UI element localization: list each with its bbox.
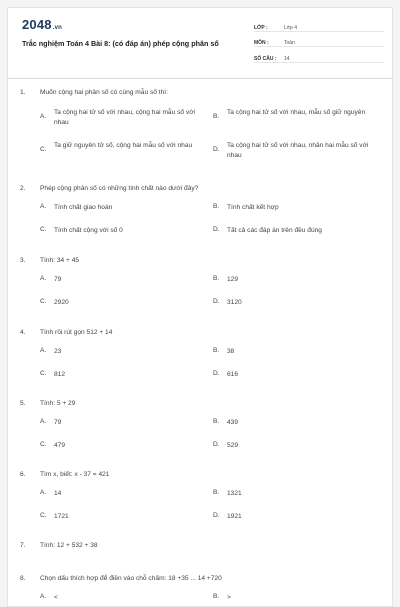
question-item xyxy=(8,397,393,449)
option-letter: A. xyxy=(40,275,47,282)
answer-option-a[interactable] xyxy=(40,418,61,428)
meta-row-count xyxy=(254,49,384,63)
question-text xyxy=(8,86,393,99)
question-body: Tính: 34 + 45 xyxy=(40,257,80,264)
question-text xyxy=(8,468,393,481)
option-letter: B. xyxy=(213,418,220,425)
question-text xyxy=(8,572,393,585)
page-header xyxy=(8,8,392,79)
meta-label: LỚP : xyxy=(254,24,268,31)
meta-value: Lớp 4 xyxy=(284,24,298,31)
question-number: 6. xyxy=(20,471,26,478)
option-text: 479 xyxy=(54,442,66,449)
option-text: Tính chất cộng với số 0 xyxy=(54,227,123,234)
question-item xyxy=(8,572,393,601)
option-letter: D. xyxy=(213,441,220,448)
option-text: 23 xyxy=(54,348,62,355)
answer-option-d[interactable] xyxy=(213,441,238,451)
option-letter: A. xyxy=(40,203,47,210)
option-text: 38 xyxy=(227,348,235,355)
option-letter: D. xyxy=(213,298,220,305)
option-letter: A. xyxy=(40,489,47,496)
answer-option-d[interactable] xyxy=(213,512,242,522)
option-text: Ta cộng hai tử số với nhau, cộng hai mẫu số với nhau xyxy=(54,109,195,126)
option-letter: D. xyxy=(213,370,220,377)
option-text: 1921 xyxy=(227,513,242,520)
question-number: 3. xyxy=(20,257,26,264)
option-text: 812 xyxy=(54,371,66,378)
answer-option-b[interactable] xyxy=(213,489,242,499)
question-body: Tính: 5 + 29 xyxy=(40,400,76,407)
option-letter: A. xyxy=(40,418,47,425)
option-text: 529 xyxy=(227,442,239,449)
option-text: 1321 xyxy=(227,490,242,497)
option-text: 79 xyxy=(54,419,62,426)
page-title: Trắc nghiệm Toán 4 Bài 8: (có đáp án) phép cộng phân số xyxy=(22,39,219,48)
question-text xyxy=(8,326,393,339)
option-text: 3120 xyxy=(227,299,242,306)
answer-option-d[interactable] xyxy=(213,370,238,380)
option-text: Ta giữ nguyên tử số, cộng hai mẫu số với nhau xyxy=(54,142,193,149)
question-item xyxy=(8,254,393,306)
quiz-meta xyxy=(254,18,384,65)
option-text: 2920 xyxy=(54,299,69,306)
question-text xyxy=(8,182,393,195)
answer-option-b[interactable] xyxy=(213,203,279,213)
question-item xyxy=(8,86,393,159)
option-letter: C. xyxy=(40,441,47,448)
option-letter: D. xyxy=(213,146,220,153)
meta-label: MÔN : xyxy=(254,40,269,46)
question-item xyxy=(8,468,393,520)
question-body: Muốn cộng hai phân số có cùng mẫu số thì: xyxy=(40,89,168,96)
meta-label: SỐ CÂU : xyxy=(254,55,277,62)
option-text: 79 xyxy=(54,276,62,283)
option-letter: B. xyxy=(213,113,220,120)
answer-option-a[interactable] xyxy=(40,489,61,499)
question-body: Chọn dấu thích hợp để điền vào chỗ chấm: 18 +35 ... 14 +720 xyxy=(40,575,222,582)
option-letter: A. xyxy=(40,593,47,600)
question-number: 7. xyxy=(20,542,26,549)
option-letter: D. xyxy=(213,226,220,233)
question-body: Tính rồi rút gọn 512 + 14 xyxy=(40,329,113,336)
option-letter: C. xyxy=(40,370,47,377)
question-text xyxy=(8,254,393,267)
quiz-page xyxy=(7,7,393,607)
answer-option-b[interactable] xyxy=(213,593,231,603)
answer-option-c[interactable] xyxy=(40,370,65,380)
question-number: 5. xyxy=(20,400,26,407)
answer-option-b[interactable] xyxy=(213,275,238,285)
question-number: 4. xyxy=(20,329,26,336)
answer-option-c[interactable] xyxy=(40,441,65,451)
option-letter: B. xyxy=(213,347,220,354)
meta-value: 14 xyxy=(284,55,290,62)
option-text: Tính chất kết hợp xyxy=(227,204,279,211)
question-number: 8. xyxy=(20,575,26,582)
answer-option-c[interactable] xyxy=(40,141,205,153)
option-letter: A. xyxy=(40,113,47,120)
option-letter: B. xyxy=(213,203,220,210)
answer-option-a[interactable] xyxy=(40,593,58,603)
option-text: Ta cộng hai tử số với nhau, nhân hai mẫu số với nhau xyxy=(227,142,369,159)
meta-row-subject xyxy=(254,34,384,48)
answer-option-d[interactable] xyxy=(213,141,383,161)
question-body: Tính: 12 + 532 + 38 xyxy=(40,542,98,549)
answer-option-b[interactable] xyxy=(213,108,383,120)
option-text: Tính chất giao hoán xyxy=(54,204,113,211)
meta-value: Toán xyxy=(284,40,295,46)
answer-option-a[interactable] xyxy=(40,203,112,213)
answer-option-c[interactable] xyxy=(40,226,123,236)
option-letter: C. xyxy=(40,298,47,305)
option-letter: C. xyxy=(40,146,47,153)
question-text xyxy=(8,397,393,410)
option-letter: C. xyxy=(40,512,47,519)
option-letter: A. xyxy=(40,347,47,354)
question-body: Tìm x, biết: x - 37 = 421 xyxy=(40,471,110,478)
question-item xyxy=(8,182,393,234)
option-text: < xyxy=(54,594,58,601)
option-text: Tất cả các đáp án trên đều đúng xyxy=(227,227,322,234)
answer-option-c[interactable] xyxy=(40,512,69,522)
option-text: 616 xyxy=(227,371,239,378)
answer-option-a[interactable] xyxy=(40,347,61,357)
option-text: 129 xyxy=(227,276,239,283)
option-text: 1721 xyxy=(54,513,69,520)
answer-option-b[interactable] xyxy=(213,418,238,428)
option-text: 439 xyxy=(227,419,239,426)
option-letter: C. xyxy=(40,226,47,233)
option-letter: D. xyxy=(213,512,220,519)
answer-option-d[interactable] xyxy=(213,298,242,308)
option-letter: B. xyxy=(213,593,220,600)
question-text xyxy=(8,539,393,552)
question-number: 2. xyxy=(20,185,26,192)
answer-option-a[interactable] xyxy=(40,275,61,285)
meta-row-class xyxy=(254,18,384,32)
answer-option-a[interactable] xyxy=(40,108,205,128)
question-item xyxy=(8,326,393,378)
option-text: > xyxy=(227,594,231,601)
option-text: Ta cộng hai tử số với nhau, mẫu số giữ nguyên xyxy=(227,109,366,116)
option-letter: B. xyxy=(213,275,220,282)
answer-option-b[interactable] xyxy=(213,347,234,357)
question-item xyxy=(8,539,393,552)
option-letter: B. xyxy=(213,489,220,496)
option-text: 14 xyxy=(54,490,62,497)
site-logo[interactable]: 2048.vn xyxy=(22,17,63,32)
question-body: Phép cộng phân số có những tính chất nào dưới đây? xyxy=(40,185,199,192)
answer-option-c[interactable] xyxy=(40,298,69,308)
question-number: 1. xyxy=(20,89,26,96)
answer-option-d[interactable] xyxy=(213,226,322,236)
